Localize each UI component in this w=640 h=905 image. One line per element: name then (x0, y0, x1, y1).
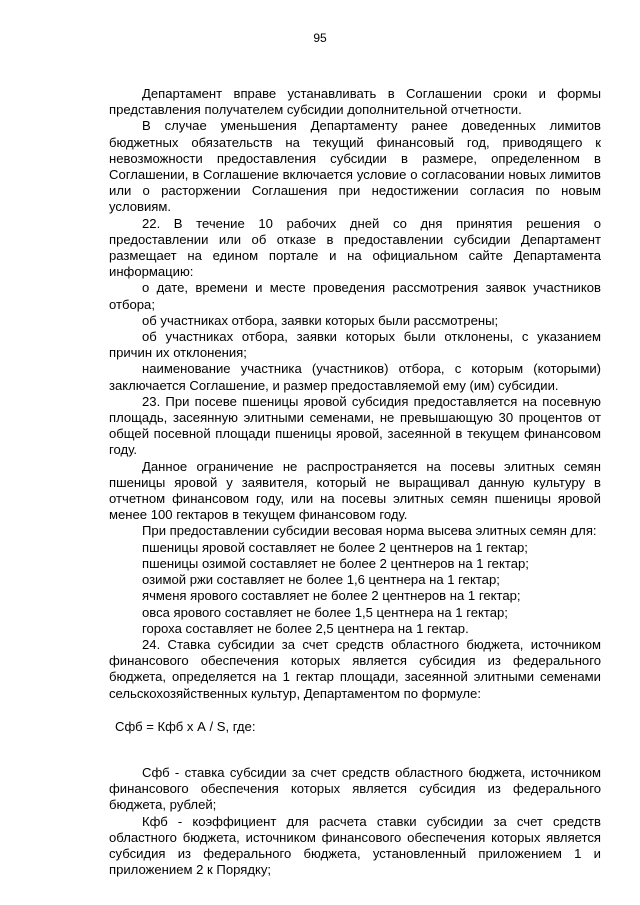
list-item-date-time-place: о дате, времени и месте проведения рассмотрения заявок участников отбора; (109, 280, 601, 312)
definition-kfb: Кфб - коэффициент для расчета ставки субсидии за счет средств областного бюджета, источником финансового обеспечения которых является субсидия из федерального бюджета, установленный приложением 1 и приложением 2 к Порядку; (109, 813, 601, 878)
page-number: 95 (313, 31, 327, 45)
paragraph-restriction-exception: Данное ограничение не распространяется на посевы элитных семян пшеницы яровой у заявителя, который не выращивал данную культуру в отчетном финансовом году, или на посевы элитных семян пшеницы яровой менее 100 гектаров в текущем финансовом году. (109, 458, 601, 523)
list-item-agreement-participant: наименование участника (участников) отбора, с которым (которыми) заключается Соглашение, и размер предоставляемой ему (им) субсидии. (109, 361, 601, 393)
list-item-reviewed-participants: об участниках отбора, заявки которых были рассмотрены; (142, 312, 499, 328)
list-item-peas: гороха составляет не более 2,5 центнера на 1 гектар. (142, 620, 469, 636)
list-item-rejected-participants: об участниках отбора, заявки которых были отклонены, с указанием причин их отклонения; (109, 329, 601, 361)
definition-sfb: Сфб - ставка субсидии за счет средств областного бюджета, источником финансового обеспечения которых является субсидия из федерального бюджета, рублей; (109, 764, 601, 813)
paragraph-limits-reduction: В случае уменьшения Департаменту ранее доведенных лимитов бюджетных обязательств на текущий финансовый год, приводящего к невозможности предоставления субсидии в размере, определенном в Соглашении, в Соглашение включается условие о согласовании новых лимитов или о расторжении Соглашения при недостижении согласия по новым условиям. (109, 118, 601, 215)
paragraph-24-subsidy-rate: 24. Ставка субсидии за счет средств областного бюджета, источником финансового обеспечения которых является субсидия из федерального бюджета, определяется на 1 гектар площади, засеянной элитными семенами сельскохозяйственных культур, Департаментом по формуле: (109, 636, 601, 701)
paragraph-23-wheat: 23. При посеве пшеницы яровой субсидия предоставляется на посевную площадь, засеянную элитными семенами, не превышающую 30 процентов от общей посевной площади пшеницы яровой, засеянной в текущем финансовом году. (109, 393, 601, 458)
document-body (109, 86, 601, 878)
list-item-winter-wheat: пшеницы озимой составляет не более 2 центнеров на 1 гектар; (142, 555, 529, 571)
formula: Сфб = Кфб х А / S, где: (115, 718, 256, 734)
paragraph-additional-reporting: Департамент вправе устанавливать в Соглашении сроки и формы представления получателем субсидии дополнительной отчетности. (109, 86, 601, 118)
list-item-spring-oats: овса ярового составляет не более 1,5 центнера на 1 гектар; (142, 604, 508, 620)
paragraph-seeding-norms-intro: При предоставлении субсидии весовая норма высева элитных семян для: (142, 523, 597, 539)
list-item-winter-rye: озимой ржи составляет не более 1,6 центнера на 1 гектар; (142, 572, 500, 588)
list-item-spring-barley: ячменя ярового составляет не более 2 центнеров на 1 гектар; (142, 588, 521, 604)
paragraph-22-publication: 22. В течение 10 рабочих дней со дня принятия решения о предоставлении или об отказе в предоставлении субсидии Департамент размещает на едином портале и на официальном сайте Департамента информацию: (109, 215, 601, 280)
list-item-spring-wheat: пшеницы яровой составляет не более 2 центнеров на 1 гектар; (142, 539, 528, 555)
